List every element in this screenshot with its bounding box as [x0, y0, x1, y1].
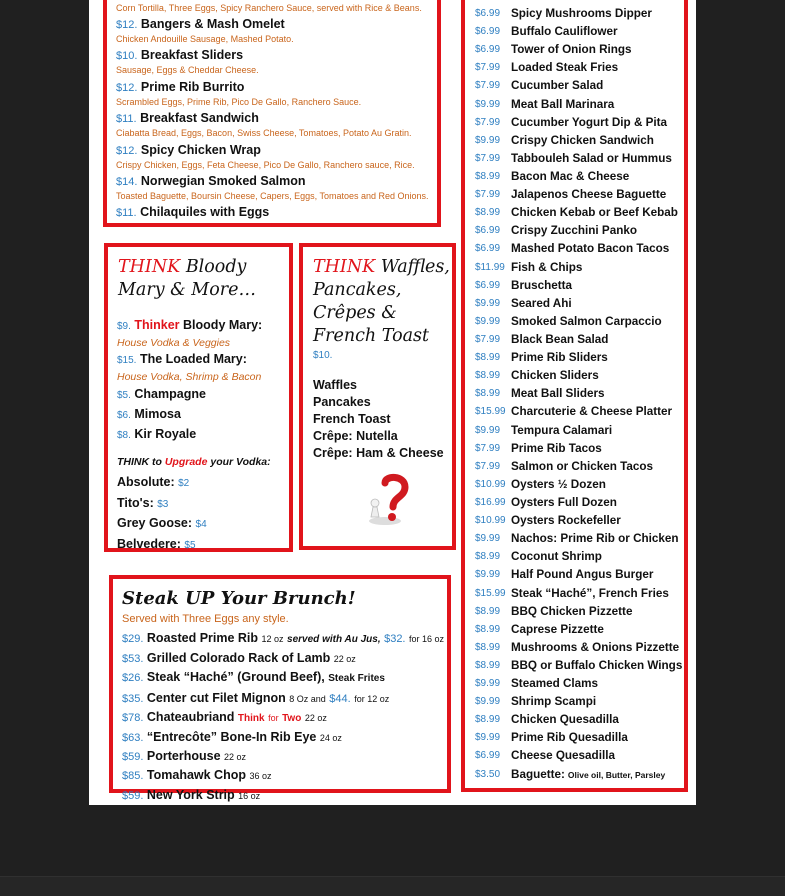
item-name: Tomahawk Chop	[146, 768, 246, 783]
item-price: $9.	[117, 321, 131, 332]
item-name: Cucumber Salad	[511, 79, 604, 93]
item-name: Meat Ball Sliders	[511, 387, 605, 401]
item-name: Breakfast Sliders	[140, 48, 244, 63]
item-name: Steak “Haché” (Ground Beef),	[146, 670, 325, 685]
item-price: $6.	[117, 410, 131, 421]
item-price-2: $32.	[384, 633, 406, 645]
vodka-item: Tito's: $3	[117, 495, 169, 510]
item-price: $8.99	[475, 388, 501, 400]
item-price: $6.99	[475, 750, 501, 762]
think-label: Think	[237, 712, 265, 724]
item-price: $5.	[117, 390, 131, 401]
item-price: $7.99	[475, 116, 501, 128]
vodka-item: Belvedere: $5	[117, 536, 196, 551]
item-price: $7.99	[475, 152, 501, 164]
item-description: House Vodka, Shrimp & Bacon	[117, 371, 262, 383]
item-name: Chicken Quesadilla	[511, 713, 619, 727]
menu-item	[475, 693, 682, 711]
item-price: $7.99	[475, 80, 501, 92]
title-rest: Waffles,	[380, 257, 450, 277]
item-price: $9.99	[475, 569, 501, 581]
item-price: $8.99	[475, 605, 501, 617]
menu-item	[122, 786, 444, 805]
item-price: $9.99	[475, 696, 501, 708]
item-name: Center cut Filet Mignon	[146, 690, 286, 705]
item-name: Loaded Steak Fries	[511, 61, 619, 75]
menu-item	[475, 295, 682, 313]
menu-item	[475, 204, 682, 222]
item-size: 22 oz	[304, 712, 327, 723]
item-description: House Vodka & Veggies	[117, 337, 231, 349]
item-price: $3.50	[475, 768, 501, 780]
vodka-price: $3	[157, 498, 169, 510]
upgrade-pre: THINK to	[117, 456, 162, 468]
item-size: 22 oz	[224, 752, 247, 763]
item-name: Prime Rib Quesadilla	[511, 731, 628, 745]
item-price: $6.99	[475, 26, 501, 38]
upgrade-heading	[117, 454, 271, 471]
item-size: Steak Frites	[328, 673, 385, 685]
item-price: $78.	[122, 711, 144, 724]
item-name: Black Bean Salad	[511, 332, 609, 346]
appetizers-section	[461, 0, 688, 792]
menu-item	[475, 729, 682, 747]
item-name: Oysters ½ Dozen	[511, 477, 606, 491]
item-name: Norwegian Smoked Salmon	[140, 173, 306, 188]
item-price: $6.99	[475, 44, 501, 56]
menu-item	[116, 143, 436, 174]
item-name: Nachos: Prime Rib or Chicken	[511, 532, 679, 546]
vodka-name: Belvedere	[117, 536, 177, 551]
menu-item: Pancakes	[313, 395, 371, 409]
menu-item	[475, 675, 682, 693]
item-name: Crispy Chicken Sandwich	[511, 133, 654, 147]
item-name: Half Pound Angus Burger	[511, 568, 654, 582]
item-name: Baguette:	[511, 767, 565, 781]
item-price: $8.99	[475, 207, 501, 219]
item-price: $11.	[116, 113, 137, 126]
item-price: $53.	[122, 653, 144, 666]
item-name: Buffalo Cauliflower	[511, 25, 618, 39]
item-size-2: for 12 oz	[354, 693, 390, 704]
item-title	[116, 205, 436, 221]
item-name: Seared Ahi	[511, 296, 572, 310]
menu-item: French Toast	[313, 412, 391, 426]
item-title	[116, 48, 436, 64]
item-price: $85.	[122, 770, 144, 783]
vodka-price: $2	[178, 478, 190, 489]
item-name: Caprese Pizzette	[511, 622, 604, 636]
section-title: Steak UP Your Brunch!	[122, 588, 356, 609]
menu-item	[475, 494, 682, 512]
item-price: $12.	[116, 81, 138, 94]
item-name: Cheese Quesadilla	[511, 749, 615, 763]
bloody-mary-section	[104, 243, 293, 552]
menu-item	[475, 603, 682, 621]
item-name: Steamed Clams	[511, 677, 599, 691]
vodka-price: $4	[195, 519, 207, 530]
item-name: Spicy Mushrooms Dipper	[511, 7, 652, 20]
item-name: Bloody Mary:	[183, 318, 263, 332]
item-price: $15.99	[475, 587, 506, 599]
menu-item	[475, 186, 682, 204]
menu-item	[116, 48, 436, 79]
item-description: Crispy Chicken, Eggs, Feta Cheese, Pico De Gallo, Ranchero sauce, Rice.	[116, 159, 415, 170]
menu-item	[475, 422, 682, 440]
steak-section	[109, 575, 451, 802]
menu-item	[117, 425, 271, 445]
item-price: $16.99	[475, 496, 506, 508]
item-price: $8.99	[475, 714, 501, 726]
menu-item	[117, 385, 271, 405]
menu-item	[475, 440, 682, 458]
item-price: $14.	[116, 175, 138, 188]
item-name: Bangers & Mash Omelet	[140, 17, 285, 31]
item-price: $6.99	[475, 279, 501, 291]
menu-item: Crêpe: Nutella	[313, 429, 398, 443]
menu-item	[475, 77, 682, 95]
menu-item	[475, 59, 682, 77]
menu-item	[475, 548, 682, 566]
item-price: $7.99	[475, 189, 501, 201]
upgrade-post: your Vodka:	[210, 456, 271, 468]
menu-item	[475, 23, 682, 41]
menu-item	[475, 168, 682, 186]
menu-item	[116, 205, 436, 236]
menu-item	[117, 317, 271, 335]
item-size: 16 oz	[238, 790, 261, 801]
menu-item	[122, 649, 444, 668]
menu-item	[475, 385, 682, 403]
menu-item: Crêpe: Ham & Cheese	[313, 446, 444, 460]
menu-item	[122, 728, 444, 747]
item-description: Chicken Andouille Sausage, Mashed Potato.	[116, 34, 294, 44]
two-label: Two	[282, 712, 302, 724]
item-title	[116, 17, 436, 33]
item-size: 36 oz	[249, 771, 272, 782]
menu-item	[475, 114, 682, 132]
item-description: Toasted Baguette, Boursin Cheese, Capers, Eggs, Tomatoes and Red Onions.	[116, 190, 429, 201]
item-name: “Entrecôte” Bone-In Rib Eye	[146, 730, 317, 745]
item-price: $11.99	[475, 261, 505, 273]
item-name: Grilled Colorado Rack of Lamb	[146, 651, 331, 666]
item-name: New York Strip	[146, 787, 235, 802]
breakfast-section	[103, 0, 441, 227]
menu-item	[475, 621, 682, 639]
menu-item	[475, 458, 682, 476]
waffles-section	[299, 243, 456, 550]
question-mark-figure-icon	[363, 473, 413, 529]
item-price: $12.	[116, 19, 138, 31]
item-price: $9.99	[475, 732, 501, 744]
item-price: $8.99	[475, 623, 501, 635]
item-price: $29.	[122, 633, 144, 645]
item-name: Prime Rib Burrito	[140, 79, 245, 94]
item-name: Cucumber Yogurt Dip & Pita	[511, 115, 668, 129]
item-name: Breakfast Sandwich	[140, 111, 259, 126]
item-price: $9.99	[475, 424, 501, 436]
item-price: $9.99	[475, 315, 501, 327]
item-title	[116, 111, 436, 127]
item-price: $9.99	[475, 98, 501, 110]
item-size: 12 oz	[261, 634, 284, 644]
item-name: Chilaquiles with Eggs	[140, 205, 270, 220]
menu-item	[475, 5, 682, 23]
vodka-name: Grey Goose	[117, 516, 188, 530]
menu-item	[475, 476, 682, 494]
item-price: $59.	[122, 751, 144, 764]
item-price: $8.99	[475, 352, 501, 364]
menu-item	[475, 41, 682, 59]
item-price: $8.99	[475, 170, 501, 182]
item-name-red: Thinker	[134, 318, 180, 332]
item-name: Bruschetta	[511, 278, 573, 292]
item-title	[116, 143, 436, 159]
section-title	[313, 256, 450, 279]
item-price: $7.99	[475, 442, 501, 454]
section-subtitle: Served with Three Eggs any style.	[122, 613, 289, 625]
menu-item	[122, 629, 444, 649]
item-name: Mimosa	[134, 407, 181, 421]
menu-item	[117, 351, 271, 369]
menu-item	[475, 639, 682, 657]
item-size: 24 oz	[319, 733, 342, 744]
item-price: $7.99	[475, 333, 501, 345]
item-price: $8.	[117, 430, 131, 441]
item-price: $15.	[117, 355, 137, 366]
item-name: Steak “Haché”, French Fries	[511, 586, 669, 600]
menu-item	[475, 367, 682, 385]
menu-item	[475, 747, 682, 765]
item-size: 22 oz	[333, 654, 356, 665]
for-label: for	[268, 712, 279, 723]
item-price-2: $44.	[329, 692, 351, 705]
item-name: Oysters Rockefeller	[511, 514, 621, 528]
item-name: Chicken Kebab or Beef Kebab	[511, 206, 678, 220]
menu-item	[475, 585, 682, 603]
menu-item	[475, 132, 682, 150]
section-title-line2: Mary & More…	[118, 280, 256, 300]
menu-item	[475, 277, 682, 295]
item-name: Kir Royale	[134, 427, 197, 441]
menu-item	[475, 222, 682, 240]
item-name: The Loaded Mary:	[139, 352, 247, 366]
item-name: Coconut Shrimp	[511, 550, 602, 564]
item-name: Crispy Zucchini Panko	[511, 224, 637, 238]
item-price: $9.99	[475, 678, 501, 690]
menu-item	[122, 689, 444, 708]
menu-item	[475, 150, 682, 168]
item-price: $7.99	[475, 62, 501, 74]
item-name: Tower of Onion Rings	[511, 43, 632, 57]
menu-page	[89, 0, 696, 805]
title-think: THINK	[118, 257, 181, 277]
menu-item	[475, 240, 682, 258]
menu-item	[475, 331, 682, 349]
menu-item	[475, 566, 682, 584]
item-name: Chateaubriand	[146, 709, 235, 724]
item-price: $63.	[122, 732, 144, 745]
vodka-name: Absolute	[117, 475, 171, 489]
item-price: $26.	[122, 672, 144, 685]
vodka-item: Absolute: $2	[117, 475, 190, 489]
item-name: Porterhouse	[146, 749, 221, 764]
menu-item	[116, 17, 436, 48]
item-price: $10.	[116, 50, 138, 63]
item-description: Ciabatta Bread, Eggs, Bacon, Swiss Cheese, Tomatoes, Potato Au Gratin.	[116, 128, 412, 139]
item-size-2: for 16 oz	[408, 634, 445, 644]
item-price: $8.99	[475, 659, 501, 671]
item-name: Prime Rib Tacos	[511, 441, 602, 455]
item-name: Tabbouleh Salad or Hummus	[511, 151, 672, 165]
section-price: $10.	[313, 350, 333, 361]
item-price: $15.99	[475, 406, 506, 418]
item-name: Spicy Chicken Wrap	[140, 142, 261, 157]
item-name: Mushrooms & Onions Pizzette	[511, 640, 680, 654]
menu-item	[475, 403, 682, 421]
item-price: $6.99	[475, 225, 501, 237]
title-think: THINK	[313, 257, 376, 277]
item-name: Charcuterie & Cheese Platter	[511, 405, 673, 419]
item-description: Corn Tortilla, Three Eggs, Spicy Ranchero Sauce, served with Rice & Beans.	[116, 3, 422, 13]
vodka-price: $5	[184, 539, 196, 551]
item-name: Prime Rib Sliders	[511, 351, 608, 365]
item-price: $35.	[122, 692, 144, 705]
item-size: 8 Oz and	[289, 693, 326, 704]
item-name: Tempura Calamari	[511, 423, 613, 437]
item-price: $11.	[116, 207, 137, 220]
menu-item	[122, 766, 444, 785]
menu-item	[475, 766, 682, 784]
item-price: $9.99	[475, 134, 501, 146]
menu-item	[122, 708, 444, 728]
menu-item	[116, 111, 436, 142]
item-price: $8.99	[475, 551, 501, 563]
menu-item	[475, 349, 682, 367]
item-description: Sausage, Eggs & Cheddar Cheese.	[116, 65, 259, 76]
item-name: BBQ Chicken Pizzette	[511, 604, 633, 618]
item-name: Roasted Prime Rib	[146, 631, 259, 645]
item-name: Mashed Potato Bacon Tacos	[511, 242, 670, 256]
menu-item	[122, 668, 444, 688]
item-price: $8.99	[475, 370, 501, 382]
section-title-line: Pancakes,	[313, 280, 402, 300]
item-name: Shrimp Scampi	[511, 695, 597, 709]
item-name: Salmon or Chicken Tacos	[511, 459, 654, 473]
item-price: $9.99	[475, 533, 501, 545]
item-price: $10.99	[475, 515, 506, 527]
item-name: Jalapenos Cheese Baguette	[511, 188, 667, 202]
item-extra: served with Au Jus,	[287, 634, 381, 645]
item-price: $10.99	[475, 478, 506, 490]
menu-item	[116, 80, 436, 111]
menu-item	[475, 657, 682, 675]
item-price: $6.99	[475, 243, 501, 255]
menu-item	[122, 747, 444, 766]
item-price: $12.	[116, 144, 138, 157]
item-price: $7.99	[475, 460, 501, 472]
item-name: Chicken Sliders	[511, 369, 599, 383]
section-title	[118, 256, 256, 279]
section-title-line: Crêpes &	[313, 303, 397, 323]
section-title-line: French Toast	[313, 326, 430, 346]
item-name: BBQ or Buffalo Chicken Wings	[511, 658, 683, 672]
item-name: Meat Ball Marinara	[511, 97, 615, 111]
item-price: $6.99	[475, 8, 501, 19]
item-price: $59.	[122, 789, 144, 802]
menu-item	[475, 512, 682, 530]
menu-item	[475, 259, 682, 277]
item-name: Fish & Chips	[511, 260, 583, 274]
item-title	[116, 174, 436, 190]
upgrade-red: Upgrade	[164, 456, 208, 468]
menu-item	[475, 96, 682, 114]
menu-item	[475, 711, 682, 729]
item-price: $9.99	[475, 297, 501, 309]
item-description: Scrambled Eggs, Prime Rib, Pico De Gallo, Ranchero Sauce.	[116, 96, 362, 107]
menu-item	[475, 530, 682, 548]
item-name: Oysters Full Dozen	[511, 495, 617, 509]
vodka-item: Grey Goose: $4	[117, 516, 207, 530]
footer-strip	[0, 876, 785, 896]
title-rest: Bloody	[185, 257, 247, 277]
item-name: Smoked Salmon Carpaccio	[511, 314, 662, 328]
menu-item: Waffles	[313, 378, 357, 392]
menu-item	[475, 313, 682, 331]
item-name: Champagne	[134, 387, 206, 401]
menu-item	[117, 405, 271, 425]
item-note: Olive oil, Butter, Parsley	[567, 769, 666, 780]
vodka-name: Tito's	[117, 495, 150, 510]
item-title	[116, 80, 436, 96]
item-name: Bacon Mac & Cheese	[511, 169, 630, 183]
menu-item	[116, 174, 436, 205]
item-price: $8.99	[475, 641, 501, 653]
